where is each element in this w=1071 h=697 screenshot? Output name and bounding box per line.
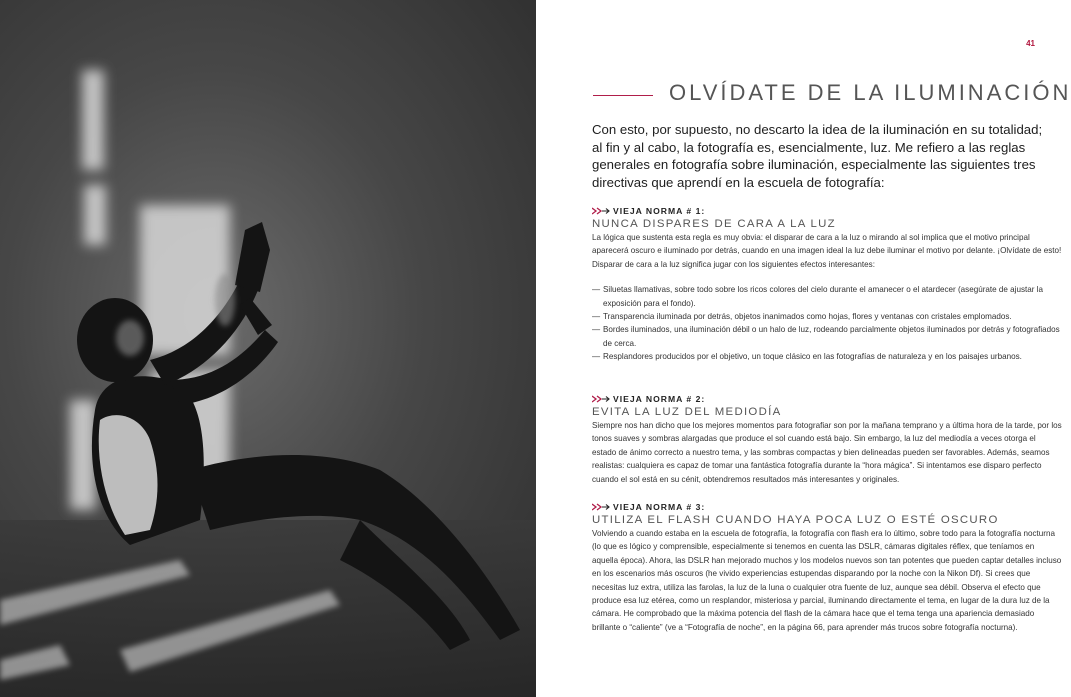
list-item [592, 283, 1062, 310]
chapter-title: OLVÍDATE DE LA ILUMINACIÓN [669, 80, 1071, 105]
paragraph-spacer [592, 271, 1062, 283]
section-norma-1 [592, 206, 1062, 364]
title-rule [593, 95, 653, 96]
norma-paragraph: La lógica que sustenta esta regla es muy obvia: el disparar de cara a la luz o mirando al sol implica que el motivo principal aparecerá oscuro e iluminado por detrás, cuando en una imagen ideal la luz debe iluminar el motivo por delante. ¡Olvídate de esto! Disparar de cara a la luz significa jugar con los siguientes efectos interesantes: [592, 233, 1062, 269]
norma-label-text: VIEJA NORMA # 3: [613, 502, 706, 512]
norma-heading: NUNCA DISPARES DE CARA A LA LUZ [592, 218, 836, 230]
double-arrow-icon [592, 395, 610, 403]
double-arrow-icon [592, 503, 610, 511]
section-norma-2 [592, 394, 1062, 486]
norma-label [592, 502, 1062, 513]
bullet-dash: — [592, 312, 601, 322]
list-item-text: Transparencia iluminada por detrás, objetos inanimados como hojas, flores y ventanas con cristales emplomados. [603, 312, 1012, 322]
norma-paragraph: Siempre nos han dicho que los mejores momentos para fotografiar son por la mañana temprano y a última hora de la tarde, por los tonos suaves y sombras alargadas que produce el sol cuando está bajo. Sin embargo, la luz del mediodía a veces otorga el estado de ánimo correcto a nuestro tema, y las sombras compactas y bien delineadas pueden ser favorables. Además, seamos realistas: cualquiera es capaz de tomar una fantástica fotografía durante la “hora mágica”. Si intentamos ese disparo perfecto cuando el sol está en su cénit, obtendremos resultados más interesantes y originales. [592, 421, 1062, 484]
section-norma-3 [592, 502, 1062, 634]
intro-paragraph: Con esto, por supuesto, no descarto la idea de la iluminación en su totalidad; al fin y al cabo, la fotografía es, esencialmente, luz. Me refiero a las reglas generales en fotografía sobre iluminación, especialmente las siguientes tres directivas que aprendí en la escuela de fotografía: [592, 122, 1043, 190]
norma-label [592, 394, 1062, 405]
norma-paragraph: Volviendo a cuando estaba en la escuela de fotografía, la fotografía con flash era lo último, sobre todo para la fotografía nocturna (lo que es lógico y comprensible, especialmente si tenemos en cuenta las DSLR, cámaras digitales réflex, que teníamos en aquella época). Ahora, las DSLR han mejorado muchos y los modelos nuevos son tan potentes que pueden captar detalles incluso en los escenarios más oscuros (he vivido experiencias estupendas disparando por la noche con la Nikon Df). Si crees que necesitas luz extra, utiliza las farolas, la luz de la luna o cualquier otra fuente de luz, aunque sea débil. Observa el efecto que produce esa luz etérea, como un resplandor, misteriosa y parcial, iluminando directamente el tema, en lugar de la dura luz de la cámara. He comprobado que la máxima potencia del flash de la cámara hace que el tema tenga una apariencia demasiado brillante o “caliente” (ve a “Fotografía de noche”, en la página 66, para aprender más trucos sobre fotografía nocturna). [592, 529, 1062, 632]
list-item-text: Bordes iluminados, una iluminación débil o un halo de luz, rodeando parcialmente objetos iluminados por detrás y fotografiados de cerca. [603, 325, 1060, 348]
norma-label-text: VIEJA NORMA # 1: [613, 206, 706, 216]
list-item [592, 350, 1062, 363]
bullet-dash: — [592, 285, 601, 295]
text-page [536, 0, 1071, 697]
list-item [592, 310, 1062, 323]
bullet-dash: — [592, 325, 601, 335]
page-number: 41 [1026, 39, 1035, 48]
double-arrow-icon [592, 207, 610, 215]
list-item [592, 323, 1062, 350]
bullet-dash: — [592, 352, 601, 362]
norma-heading: UTILIZA EL FLASH CUANDO HAYA POCA LUZ O ESTÉ OSCURO [592, 514, 999, 526]
list-item-text: Resplandores producidos por el objetivo, un toque clásico en las fotografías de naturaleza y en los paisajes urbanos. [603, 352, 1022, 362]
norma-heading: EVITA LA LUZ DEL MEDIODÍA [592, 406, 782, 418]
norma-label-text: VIEJA NORMA # 2: [613, 394, 706, 404]
effects-list [592, 283, 1062, 363]
norma-label [592, 206, 1062, 217]
list-item-text: Siluetas llamativas, sobre todo sobre los ricos colores del cielo durante el amanecer o el atardecer (asegúrate de ajustar la exposición para el fondo). [603, 285, 1043, 308]
